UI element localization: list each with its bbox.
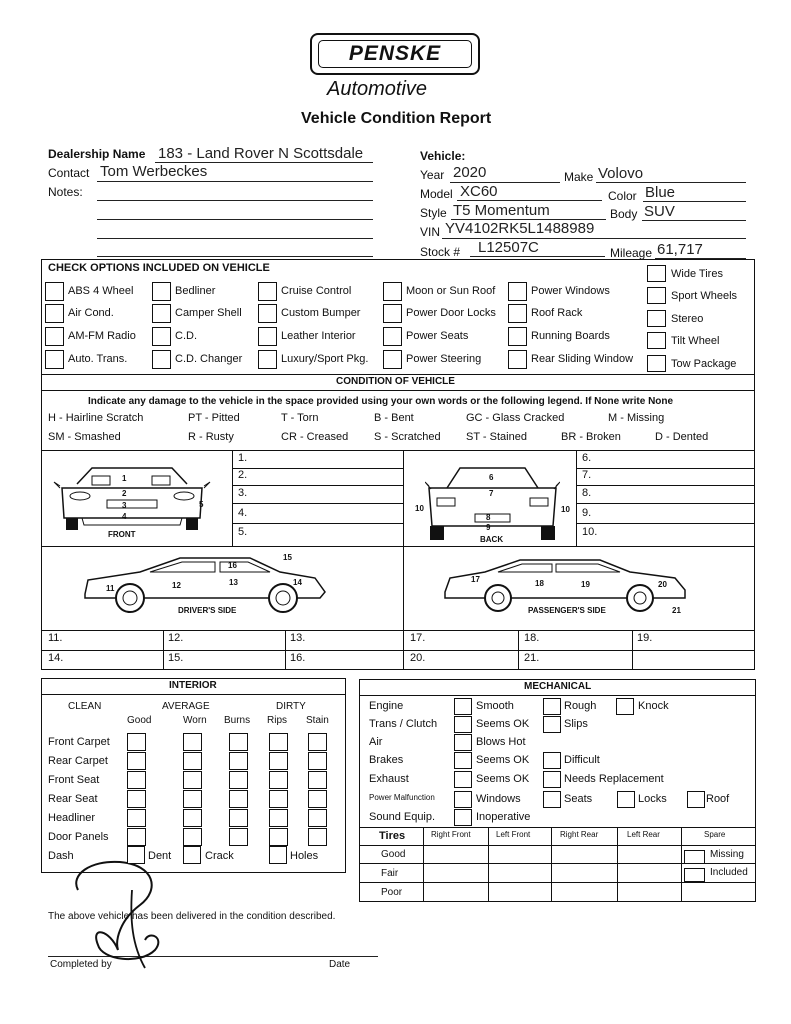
legend-item: D - Dented — [655, 431, 709, 443]
option-checkbox[interactable] — [258, 350, 277, 369]
interior-checkbox[interactable] — [269, 771, 288, 789]
date-label: Date — [329, 959, 351, 970]
mechanical-option-label: Difficult — [564, 754, 600, 766]
tires-header: Left Front — [496, 830, 531, 839]
interior-checkbox[interactable] — [229, 790, 248, 808]
legend-item: R - Rusty — [188, 431, 234, 443]
tires-header: Right Front — [431, 830, 471, 839]
dash-option-label: Crack — [205, 850, 234, 862]
option-label: Camper Shell — [175, 307, 242, 319]
tire-row-label: Poor — [381, 887, 403, 898]
interior-checkbox[interactable] — [308, 733, 327, 751]
legend-item: BR - Broken — [561, 431, 621, 443]
mechanical-option-label: Smooth — [476, 700, 514, 712]
color-label: Color — [608, 189, 637, 203]
damage-field-label: 5. — [238, 526, 248, 538]
interior-checkbox[interactable] — [308, 828, 327, 846]
option-label: Moon or Sun Roof — [406, 285, 496, 297]
damage-field-label: 21. — [524, 652, 540, 664]
notes-line[interactable] — [97, 256, 373, 257]
option-label: ABS 4 Wheel — [68, 285, 134, 297]
tires-header: Tires — [379, 830, 406, 842]
diagram-number: 12 — [172, 581, 181, 590]
tires-header: Spare — [704, 830, 726, 839]
model-label: Model — [420, 187, 453, 201]
dealer-name-field[interactable]: 183 - Land Rover N Scottsdale — [158, 145, 364, 162]
dealer-name-label: Dealership Name — [48, 147, 146, 161]
contact-label: Contact — [48, 166, 90, 180]
make-label: Make — [564, 170, 594, 184]
damage-field-label: 3. — [238, 487, 248, 499]
tire-row-label: Fair — [381, 868, 399, 879]
mechanical-row-label: Engine — [369, 700, 404, 712]
damage-field-label: 14. — [48, 652, 64, 664]
diagram-number: 1 — [122, 474, 127, 483]
tires-header: Left Rear — [627, 830, 660, 839]
report-title: Vehicle Condition Report — [301, 110, 492, 127]
interior-checkbox[interactable] — [229, 733, 248, 751]
legend-item: ST - Stained — [466, 431, 527, 443]
vin-field[interactable]: YV4102RK5L1488989 — [445, 220, 595, 237]
diagram-number: 15 — [283, 553, 292, 562]
diagram-number: 10 — [415, 504, 424, 513]
option-label: Running Boards — [531, 330, 610, 342]
mechanical-checkbox[interactable] — [454, 752, 472, 769]
interior-checkbox[interactable] — [269, 733, 288, 751]
tire-row-label: Good — [381, 849, 406, 860]
damage-field-label: 17. — [410, 632, 426, 644]
option-checkbox[interactable] — [152, 304, 171, 323]
interior-checkbox[interactable] — [229, 828, 248, 846]
options-title: CHECK OPTIONS INCLUDED ON VEHICLE — [48, 262, 270, 274]
model-field[interactable]: XC60 — [460, 183, 498, 200]
stock-field[interactable]: L12507C — [478, 239, 539, 256]
option-checkbox[interactable] — [152, 282, 171, 301]
notes-line[interactable] — [97, 200, 373, 201]
vin-label: VIN — [420, 225, 441, 239]
damage-field-label: 20. — [410, 652, 426, 664]
mechanical-option-label: Blows Hot — [476, 736, 526, 748]
option-checkbox[interactable] — [508, 282, 527, 301]
option-checkbox[interactable] — [508, 350, 527, 369]
condition-instruction: Indicate any damage to the vehicle in the space provided using your own words or the following legend. If None write None — [88, 396, 674, 407]
interior-checkbox[interactable] — [127, 828, 146, 846]
mechanical-checkbox[interactable] — [454, 716, 472, 733]
mechanical-option-label: Windows — [476, 793, 521, 805]
option-label: Tow Package — [671, 358, 737, 370]
interior-row-label: Front Seat — [48, 774, 100, 786]
body-field[interactable]: SUV — [644, 203, 675, 220]
dirty-header: DIRTY — [276, 701, 306, 712]
option-label: Luxury/Sport Pkg. — [281, 353, 369, 365]
mechanical-checkbox[interactable] — [454, 809, 472, 826]
legend-item: H - Hairline Scratch — [48, 412, 144, 424]
interior-row-label: Front Carpet — [48, 736, 110, 748]
mechanical-option-label: Locks — [638, 793, 667, 805]
option-label: Tilt Wheel — [671, 335, 720, 347]
option-label: Auto. Trans. — [68, 353, 128, 365]
interior-checkbox[interactable] — [127, 790, 146, 808]
option-checkbox[interactable] — [508, 327, 527, 346]
mileage-field[interactable]: 61,717 — [657, 241, 703, 258]
damage-field-label: 15. — [168, 652, 184, 664]
interior-checkbox[interactable] — [269, 752, 288, 770]
interior-checkbox[interactable] — [269, 790, 288, 808]
option-label: Wide Tires — [671, 268, 723, 280]
option-label: Cruise Control — [281, 285, 352, 297]
mechanical-row-label: Sound Equip. — [369, 811, 436, 823]
option-checkbox[interactable] — [647, 265, 666, 282]
penske-logo — [310, 33, 480, 75]
interior-checkbox[interactable] — [308, 809, 327, 827]
interior-row-label: Dash — [48, 850, 74, 862]
option-checkbox[interactable] — [383, 327, 402, 346]
delivery-statement: The above vehicle has been delivered in the condition described. — [48, 911, 336, 922]
mechanical-title: MECHANICAL — [524, 681, 592, 692]
interior-row-label: Door Panels — [48, 831, 109, 843]
option-checkbox[interactable] — [647, 355, 666, 372]
interior-checkbox[interactable] — [308, 790, 327, 808]
spare-checkbox[interactable] — [684, 850, 705, 864]
option-checkbox[interactable] — [152, 327, 171, 346]
damage-field-label: 8. — [582, 487, 592, 499]
diagram-number: 21 — [672, 606, 681, 615]
mechanical-option-label: Rough — [564, 700, 597, 712]
front-label: FRONT — [108, 530, 136, 539]
completed-by-label: Completed by — [50, 959, 112, 970]
option-label: Bedliner — [175, 285, 216, 297]
option-checkbox[interactable] — [45, 350, 64, 369]
mechanical-row-label: Exhaust — [369, 773, 409, 785]
interior-checkbox[interactable] — [269, 828, 288, 846]
diagram-number: 9 — [486, 523, 491, 532]
damage-field-label: 7. — [582, 469, 592, 481]
interior-checkbox[interactable] — [183, 809, 202, 827]
stock-label: Stock # — [420, 245, 461, 259]
diagram-number: 17 — [471, 575, 480, 584]
diagram-number: 19 — [581, 580, 590, 589]
mechanical-option-label: Seems OK — [476, 773, 530, 785]
diagram-number: 16 — [228, 561, 237, 570]
year-field[interactable]: 2020 — [453, 164, 487, 181]
notes-label: Notes: — [48, 185, 83, 199]
interior-row-label: Rear Seat — [48, 793, 98, 805]
back-label: BACK — [480, 535, 504, 544]
option-label: Air Cond. — [68, 307, 114, 319]
make-field[interactable]: Volovo — [598, 165, 644, 182]
damage-field-label: 4. — [238, 507, 248, 519]
mechanical-option-label: Knock — [638, 700, 669, 712]
driver-side-label: DRIVER'S SIDE — [178, 606, 237, 615]
damage-field-label: 16. — [290, 652, 306, 664]
style-label: Style — [420, 206, 447, 220]
option-checkbox[interactable] — [152, 350, 171, 369]
option-label: Custom Bumper — [281, 307, 361, 319]
option-label: Sport Wheels — [671, 290, 738, 302]
contact-field[interactable]: Tom Werbeckes — [100, 163, 208, 180]
mechanical-checkbox[interactable] — [454, 771, 472, 788]
mechanical-checkbox[interactable] — [543, 752, 561, 769]
damage-field-label: 13. — [290, 632, 306, 644]
interior-checkbox[interactable] — [183, 790, 202, 808]
diagram-number: 4 — [122, 512, 127, 521]
brand-name: PENSKE — [348, 42, 442, 65]
spare-option-label: Missing — [710, 849, 744, 860]
option-checkbox[interactable] — [45, 304, 64, 323]
diagram-number: 3 — [122, 501, 127, 510]
option-label: Power Seats — [406, 330, 469, 342]
option-checkbox[interactable] — [258, 304, 277, 323]
option-label: Rear Sliding Window — [531, 353, 634, 365]
diagram-number: 6 — [489, 473, 494, 482]
mechanical-checkbox[interactable] — [454, 698, 472, 715]
mechanical-checkbox[interactable] — [616, 698, 634, 715]
passenger-side-label: PASSENGER'S SIDE — [528, 606, 606, 615]
interior-checkbox[interactable] — [229, 809, 248, 827]
mechanical-checkbox[interactable] — [543, 791, 561, 808]
mechanical-option-label: Slips — [564, 718, 588, 730]
option-checkbox[interactable] — [647, 332, 666, 349]
option-checkbox[interactable] — [383, 282, 402, 301]
option-checkbox[interactable] — [383, 350, 402, 369]
option-checkbox[interactable] — [383, 304, 402, 323]
mileage-label: Mileage — [610, 246, 653, 260]
interior-checkbox[interactable] — [183, 828, 202, 846]
option-label: Power Windows — [531, 285, 610, 297]
legend-item: S - Scratched — [374, 431, 441, 443]
option-checkbox[interactable] — [45, 282, 64, 301]
mechanical-option-label: Seems OK — [476, 718, 530, 730]
legend-item: M - Missing — [608, 412, 665, 424]
option-checkbox[interactable] — [647, 287, 666, 304]
option-label: Power Door Locks — [406, 307, 496, 319]
mechanical-option-label: Inoperative — [476, 811, 531, 823]
damage-field-label: 18. — [524, 632, 540, 644]
diagram-number: 5 — [199, 500, 204, 509]
mechanical-option-label: Needs Replacement — [564, 773, 664, 785]
interior-checkbox[interactable] — [183, 771, 202, 789]
rips-header: Rips — [267, 715, 288, 726]
damage-field-label: 2. — [238, 469, 248, 481]
option-checkbox[interactable] — [258, 282, 277, 301]
diagram-number: 11 — [106, 584, 115, 593]
damage-field-label: 9. — [582, 507, 592, 519]
option-label: Leather Interior — [281, 330, 356, 342]
diagram-number: 2 — [122, 489, 127, 498]
mechanical-checkbox[interactable] — [543, 771, 561, 788]
interior-checkbox[interactable] — [183, 733, 202, 751]
mechanical-checkbox[interactable] — [687, 791, 705, 808]
mechanical-checkbox[interactable] — [543, 698, 561, 715]
diagram-number: 8 — [486, 513, 491, 522]
stain-header: Stain — [306, 715, 329, 726]
damage-field-label: 10. — [582, 526, 598, 538]
dash-checkbox[interactable] — [127, 846, 145, 864]
damage-field-label: 1. — [238, 452, 248, 464]
average-header: AVERAGE — [162, 701, 210, 712]
interior-checkbox[interactable] — [127, 809, 146, 827]
legend-item: B - Bent — [374, 412, 414, 424]
interior-checkbox[interactable] — [229, 752, 248, 770]
option-label: AM-FM Radio — [68, 330, 136, 342]
mechanical-row-label: Air — [369, 736, 383, 748]
notes-line[interactable] — [97, 238, 373, 239]
legend-item: SM - Smashed — [48, 431, 121, 443]
diagram-number: 20 — [658, 580, 667, 589]
interior-checkbox[interactable] — [183, 752, 202, 770]
style-field[interactable]: T5 Momentum — [453, 202, 550, 219]
year-label: Year — [420, 168, 445, 182]
tires-header: Right Rear — [560, 830, 599, 839]
diagram-number: 14 — [293, 578, 302, 587]
vehicle-label: Vehicle: — [420, 149, 466, 163]
interior-checkbox[interactable] — [308, 752, 327, 770]
option-checkbox[interactable] — [258, 327, 277, 346]
damage-field-label: 11. — [48, 632, 63, 644]
mechanical-option-label: Seats — [564, 793, 593, 805]
option-checkbox[interactable] — [647, 310, 666, 327]
mechanical-row-label: Brakes — [369, 754, 404, 766]
notes-line[interactable] — [97, 219, 373, 220]
diagram-number: 7 — [489, 489, 494, 498]
handwritten-signature — [60, 850, 170, 975]
option-label: Stereo — [671, 313, 704, 325]
good-header: Good — [127, 715, 152, 726]
mechanical-option-label: Roof — [706, 793, 730, 805]
interior-checkbox[interactable] — [229, 771, 248, 789]
mechanical-row-label: Power Malfunction — [369, 793, 435, 802]
spare-checkbox[interactable] — [684, 868, 705, 882]
worn-header: Worn — [183, 715, 207, 726]
interior-checkbox[interactable] — [269, 809, 288, 827]
legend-item: T - Torn — [281, 412, 319, 424]
diagram-number: 10 — [561, 505, 570, 514]
option-label: Power Steering — [406, 353, 482, 365]
dash-checkbox[interactable] — [269, 846, 287, 864]
option-checkbox[interactable] — [45, 327, 64, 346]
mechanical-checkbox[interactable] — [617, 791, 635, 808]
option-checkbox[interactable] — [508, 304, 527, 323]
dash-checkbox[interactable] — [183, 846, 201, 864]
color-field[interactable]: Blue — [645, 184, 676, 201]
damage-field-label: 19. — [637, 632, 653, 644]
mechanical-row-label: Trans / Clutch — [369, 718, 438, 730]
interior-row-label: Headliner — [48, 812, 96, 824]
burns-header: Burns — [224, 715, 251, 726]
interior-checkbox[interactable] — [127, 733, 146, 751]
interior-checkbox[interactable] — [127, 752, 146, 770]
interior-row-label: Rear Carpet — [48, 755, 108, 767]
option-label: C.D. — [175, 330, 197, 342]
damage-field-label: 6. — [582, 452, 592, 464]
mechanical-checkbox[interactable] — [543, 716, 561, 733]
option-label: Roof Rack — [531, 307, 583, 319]
brand-subtitle: Automotive — [327, 78, 428, 100]
legend-item: CR - Creased — [281, 431, 349, 443]
clean-header: CLEAN — [68, 701, 102, 712]
mechanical-checkbox[interactable] — [454, 791, 472, 808]
interior-checkbox[interactable] — [127, 771, 146, 789]
mechanical-checkbox[interactable] — [454, 734, 472, 751]
legend-item: GC - Glass Cracked — [466, 412, 565, 424]
dash-option-label: Dent — [148, 850, 172, 862]
damage-field-label: 12. — [168, 632, 184, 644]
spare-option-label: Included — [710, 867, 748, 878]
option-label: C.D. Changer — [175, 353, 243, 365]
diagram-number: 18 — [535, 579, 544, 588]
legend-item: PT - Pitted — [188, 412, 240, 424]
interior-checkbox[interactable] — [308, 771, 327, 789]
diagram-number: 13 — [229, 578, 238, 587]
mechanical-option-label: Seems OK — [476, 754, 530, 766]
dash-option-label: Holes — [290, 850, 319, 862]
condition-title: CONDITION OF VEHICLE — [336, 376, 455, 387]
interior-title: INTERIOR — [169, 680, 217, 691]
body-label: Body — [610, 207, 638, 221]
